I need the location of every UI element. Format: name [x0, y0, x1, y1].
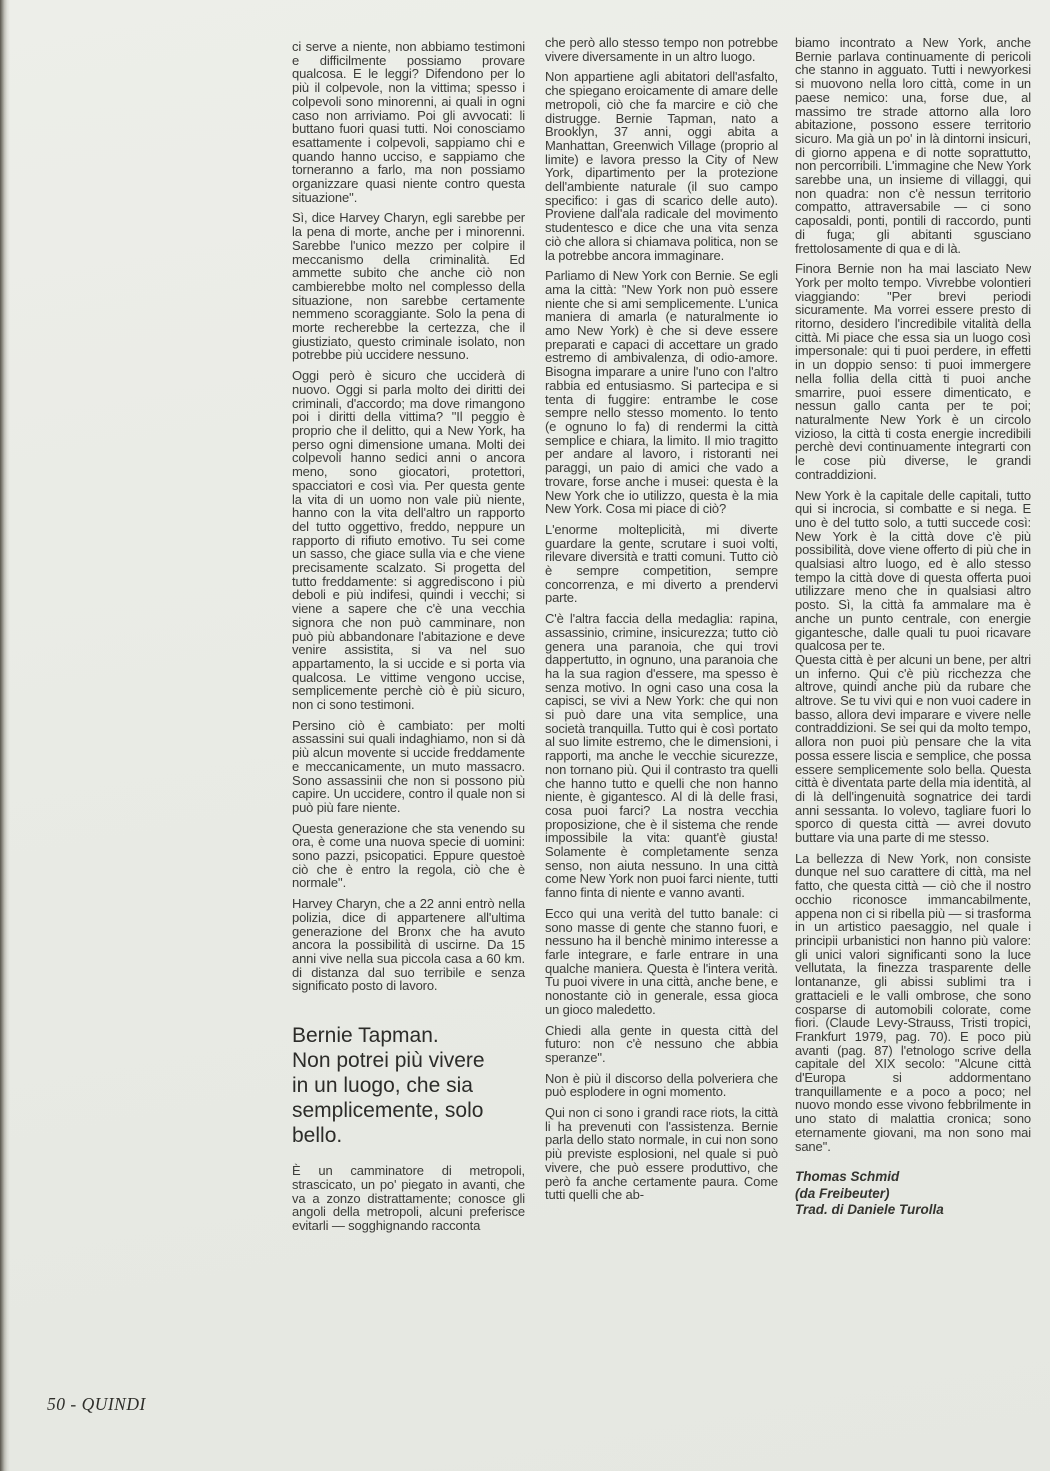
signature-line: Thomas Schmid: [795, 1169, 900, 1185]
paragraph: Persino ciò è cambiato: per molti assassini sui quali indaghiamo, non si dà più alcun movente si uccide freddamente e meccanicamente, un muto massacro. Sono assassinii che non si possono più capire. Un uccidere, contro il quale non si può più fare niente.: [292, 717, 525, 815]
headline-line: Non potrei più vivere: [292, 1049, 485, 1073]
paragraph: Finora Bernie non ha mai lasciato New York per molto tempo. Vivrebbe volontieri viaggiando: ''Per brevi periodi sicuramente. Ma vorrei essere presto di ritorno, desidero l'incredibile vitalità della città. Mi piace che essa sia un luogo così impersonale: qui ti puoi perdere, in effetti in un doppio senso: ti puoi immergere nella follia della città ti puoi anche smarrire, puoi essere dimenticato, e nessun gallo canta per te poi; naturalmente New York è un circolo vizioso, la città ti costa energie incredibili perchè devi continuamente integrarti con le cose più diverse, le grandi contraddizioni.: [795, 261, 1031, 482]
paragraph: Chiedi alla gente in questa città del futuro: non c'è nessuno che abbia speranze''.: [545, 1022, 778, 1065]
column-right: [795, 36, 1031, 1219]
column-left: [292, 40, 525, 1240]
paragraph: Sì, dice Harvey Charyn, egli sarebbe per la pena di morte, anche per i minorenni. Sarebbe l'unico mezzo per colpire il meccanismo della criminalità. Ed ammette subito che anche ciò non cambierebbe molto nel complesso della situazione, non sarebbe certamente nemmeno scoraggiante. Solo la pena di morte recherebbe la certezza, che il giustiziato, questo criminale isolato, non potrebbe più uccidere nessuno.: [292, 210, 525, 363]
column-center: [545, 36, 778, 1209]
paragraph: biamo incontrato a New York, anche Bernie parlava continuamente di pericoli che stanno in agguato. Tutti i newyorkesi si muovono nella loro città, come in un paese nemico: una, forse due, al massimo tre strade attorno alla loro abitazione, possono essere territorio sicuro. Ma già un po' in là dintorni insicuri, di giorno appena e di notte soprattutto, non percorribili. L'immagine che New York sarebbe una, un insieme di villaggi, qui non quadra: non c'è nessun territorio compatto, attraversabile — ci sono caposaldi, ponti, pontili di raccordo, punti di fuga; gli abitanti sgusciano frettolosamente di qua e di là.: [795, 35, 1031, 256]
headline-line: bello.: [292, 1124, 343, 1148]
paragraph: La bellezza di New York, non consiste dunque nel suo carattere di città, ma nel fatto, che questa città — ciò che il nostro occhio riconosce immancabilmente, appena non ci si ribella più — si trasforma in un artistico paesaggio, nel quale i principii urbanistici non hanno più valore: gli unici valori significanti sono la luce vellutata, la finezza trasparente delle lontananze, gli abissi sublimi tra i grattacieli e le valli ombrose, che sono cosparse di automobili colorate, come fiori. (Claude Levy-Strauss, Tristi tropici, Frankfurt 1979, pag. 70). E poco più avanti (pag. 87) l'etnologo scrive della capitale del XIX secolo: ''Alcune città d'Europa si addormentano tranquillamente e a poco a poco; nel nuovo mondo esse vivono febbrilmente in uno stato di malattia cronica; sono eternamente giovani, ma non sono mai sane''.: [795, 850, 1031, 1154]
paragraph: ci serve a niente, non abbiamo testimoni e difficilmente possiamo provare qualcosa. E le leggi? Difendono per lo più il colpevole, non la vittima; spesso i colpevoli sono minorenni, ai quali in ogni caso non arriviamo. Poi gli avvocati: li buttano fuori quasi tutti. Noi conosciamo esattamente i colpevoli, sappiamo chi e quando hanno ucciso, e sappiamo che torneranno a farlo, ma non possiamo organizzare quasi niente contro questa situazione''.: [292, 39, 525, 205]
author-signature: [795, 1169, 1031, 1219]
paragraph: New York è la capitale delle capitali, tutto qui si incrocia, si combatte e si nega. E uno è del tutto solo, a tutti succede così: New York è la città dove c'è più possibilità, dove viene offerto di più che in qualsiasi altro luogo, ed è allo stesso tempo la città dove di questa offerta puoi utilizzare meno che in qualsiasi altro posto. Sì, la città fa ammalare ma è anche un punto centrale, con energie gigantesche, dalle quali tu puoi ricavare qualcosa per te.: [795, 487, 1031, 654]
binding-edge: [0, 0, 10, 1471]
paragraph: Qui non ci sono i grandi race riots, la città li ha prevenuti con l'assistenza. Bernie parla dello stato normale, in cui non sono più previste esplosioni, nel quale si può vivere, che può essere produttivo, che però fa anche certamente paura. Come tutti quelli che ab-: [545, 1105, 778, 1203]
paragraph: È un camminatore di metropoli, strascicato, un po' piegato in avanti, che va a zonzo distrattamente; conosce gli angoli della metropoli, alcuni preferisce evitarli — sogghignando racconta: [292, 1163, 525, 1233]
page-number-footer: 50 - QUINDI: [47, 1394, 146, 1414]
paragraph: Non è più il discorso della polveriera che può esplodere in ogni momento.: [545, 1070, 778, 1100]
paragraph: Ecco qui una verità del tutto banale: ci sono masse di gente che stanno fuori, e nessuno ha il benchè minimo interesse a farle integrare, e farle entrare in una qualche maniera. Questa è l'intera verità. Tu puoi vivere in una città, anche bene, e nonostante ciò in generale, essa gioca un gioco maledetto.: [545, 905, 778, 1017]
paragraph: L'enorme molteplicità, mi diverte guardare la gente, scrutare i suoi volti, rilevare diversità e tratti comuni. Tutto ciò è sempre competition, sempre concorrenza, e mi diverto a prendervi parte.: [545, 521, 778, 606]
signature-line: Trad. di Daniele Turolla: [795, 1202, 944, 1218]
paragraph: che però allo stesso tempo non potrebbe vivere diversamente in un altro luogo.: [545, 35, 778, 64]
headline-line: Bernie Tapman.: [292, 1024, 439, 1048]
headline-line: semplicemente, solo: [292, 1099, 484, 1123]
paragraph: Parliamo di New York con Bernie. Se egli ama la città: ''New York non può essere niente che si ami semplicemente. L'unica maniera di amarla (e naturalmente io amo New York) è che si deve essere preparati e capaci di accettare un grado estremo di ambivalenza, di odio-amore. Bisogna imparare a unire l'uno con l'altro rabbia ed entusiasmo. Si partecipa e si tenta di fuggire: entrambe le cose sempre nello stesso momento. Io tento (e ognuno lo fa) di rendermi la città semplice e chiara, la limito. Il mio tragitto per andare al lavoro, i ristoranti nei paraggi, un paio di amici che vado a trovare, forse anche i musei: questa è la New York che io utilizzo, questa è la mia New York. Cosa mi piace di ciò?: [545, 268, 778, 517]
paragraph: Harvey Charyn, che a 22 anni entrò nella polizia, dice di appartenere all'ultima generazione del Bronx che ha avuto ancora la possibilità di uscirne. Da 15 anni vive nella sua piccola casa a 60 km. di distanza dal suo terribile e senza significato posto di lavoro.: [292, 896, 525, 994]
paragraph: Oggi però è sicuro che ucciderà di nuovo. Oggi si parla molto dei diritti dei criminali, d'accordo; ma dove rimangono poi i diritti della vittima? ''Il peggio è proprio che il delitto, qui a New York, ha perso ogni dimensione umana. Molti dei colpevoli hanno sedici anni o ancora meno, sono giocatori, protettori, spacciatori e così via. Per questa gente la vita di un uomo non vale più niente, hanno con la vita dell'altro un rapporto del tutto oggettivo, freddo, neppure un rapporto di rifiuto emotivo. Tu sei come un sasso, che giace sulla via e che viene precisamente scalzato. Si progetta del tutto freddamente: si aggrediscono i più deboli e più indifesi, quindi i vecchi; si viene a sapere che c'è una vecchia signora che non può camminare, non può più abbandonare l'abitazione e deve venire assistita, si va nel suo appartamento, la si uccide e si porta via qualcosa. Le vittime vengono uccise, semplicemente perchè ciò è più sicuro, non ci sono testimoni.: [292, 368, 525, 713]
paragraph: C'è l'altra faccia della medaglia: rapina, assassinio, crimine, insicurezza; tutto ciò genera una paranoia, che qui trovi dappertutto, in ognuno, una paranoia che ha la sua ragion d'essere, ma spesso è senza motivo. In ogni caso una cosa la capisci, se vivi a New York: che qui non si può dare una vita semplice, una società tranquilla. Tutto qui è così portato al suo limite estremo, che le dimensioni, i rapporti, ma anche le vecchie sicurezze, non tornano più. Qui il contrasto tra quelli che hanno tutto e quelli che non hanno niente, è gigantesco. Al di là delle frasi, cosa puoi farci? La nostra vecchia proposizione, che è il sistema che rende impossibile la vita: quant'è giusta! Solamente è completamente senza senso, non aiuta nessuno. In una città come New York non puoi farci niente, tutti fanno finta di niente e vanno avanti.: [545, 611, 778, 901]
paragraph: Questa generazione che sta venendo su ora, è come una nuova specie di uomini: sono pazzi, psicopatici. Eppure questoè ciò che è entro la regola, ciò che è normale''.: [292, 820, 525, 891]
article-headline: [292, 1023, 525, 1148]
paragraph: Questa città è per alcuni un bene, per altri un inferno. Qui c'è più ricchezza che altrove, quindi anche più da rubare che altrove. Se tu vivi qui e non vuoi cadere in basso, allora devi imparare e vivere nelle contraddizioni. Se sei qui da molto tempo, allora non puoi più pensare che la vita possa essere liscia e semplice, che possa essere semplicemente solo bella. Questa città è diventata parte della mia identità, al di là dell'ingenuità sognatrice dei tardi anni sessanta. Io volevo, tagliare fuori lo sporco di questa città — avrei dovuto buttare via una parte di me stesso.: [795, 651, 1031, 846]
paragraph: Non appartiene agli abitatori dell'asfalto, che spiegano eroicamente di amare delle metropoli, ciò che fa marcire e ciò che distrugge. Bernie Tapman, nato a Brooklyn, 37 anni, oggi abita a Manhattan, Greenwich Village (proprio al limite) e lavora presso la City of New York, dipartimento per la protezione dell'ambiente naturale (il suo campo specifico: i gas di scarico delle auto). Proviene dall'ala radicale del movimento studentesco e dice che una vita senza ciò che allora si chiamava politica, non se la potrebbe ancora immaginare.: [545, 69, 778, 263]
headline-line: in un luogo, che sia: [292, 1074, 473, 1098]
signature-line: (da Freibeuter): [795, 1185, 890, 1201]
